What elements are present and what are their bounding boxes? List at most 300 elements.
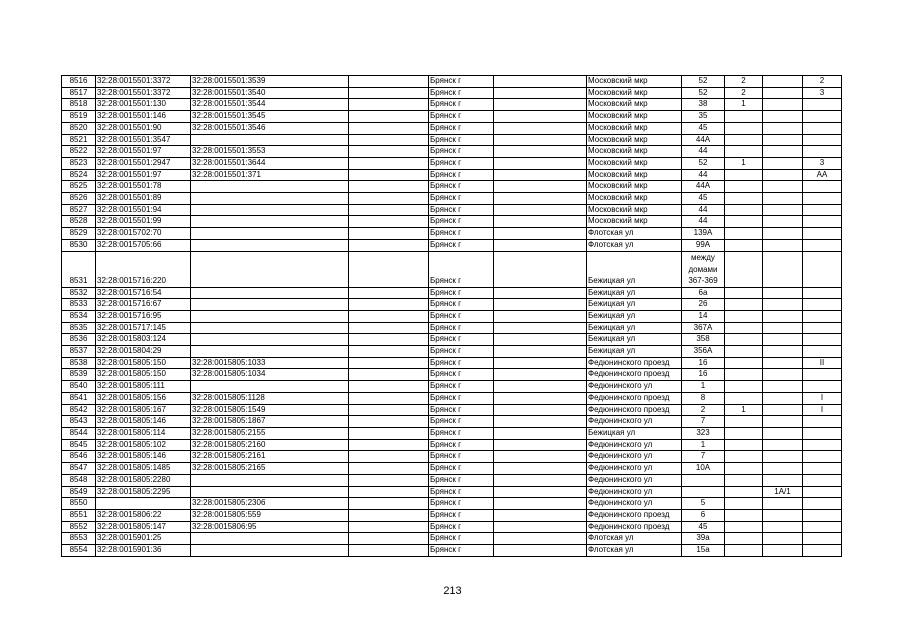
cell-building [725,381,763,393]
cell-row-number: 8530 [62,239,96,251]
cell-house-number: 1 [682,439,725,451]
cell-column-6 [494,346,587,358]
cell-column-4 [349,111,429,123]
cell-city: Брянск г [429,122,494,134]
cell-city: Брянск г [429,204,494,216]
cell-street: Московский мкр [587,134,682,146]
cell-cadastral-number-object: 32:28:0015501:3539 [191,76,349,88]
cell-apartment [803,204,842,216]
cell-structure [763,463,803,475]
cell-building [725,346,763,358]
cell-apartment [803,122,842,134]
cell-row-number: 8535 [62,322,96,334]
cell-structure [763,533,803,545]
cell-street: Федюнинского ул [587,451,682,463]
cell-building [725,416,763,428]
cell-house-number: 52 [682,157,725,169]
cell-apartment [803,486,842,498]
cell-column-4 [349,146,429,158]
cell-cadastral-number-parcel: 32:28:0015805:102 [96,439,191,451]
cell-building: 2 [725,76,763,88]
cell-house-number: 26 [682,299,725,311]
table-row [62,357,842,369]
cell-apartment [803,521,842,533]
cell-cadastral-number-object: 32:28:0015805:1033 [191,357,349,369]
cell-apartment [803,509,842,521]
cell-column-4 [349,204,429,216]
cell-column-4 [349,357,429,369]
cell-cadastral-number-parcel: 32:28:0015805:150 [96,357,191,369]
cell-city: Брянск г [429,334,494,346]
cell-building [725,334,763,346]
table-row [62,509,842,521]
cell-apartment [803,146,842,158]
cell-building [725,509,763,521]
cell-structure [763,287,803,299]
cell-street: Федюнинского проезд [587,392,682,404]
cell-structure [763,299,803,311]
cell-city: Брянск г [429,463,494,475]
cell-city: Брянск г [429,251,494,287]
cell-column-4 [349,509,429,521]
cell-house-number: между домами 367-369 [682,251,725,287]
cell-row-number: 8547 [62,463,96,475]
cell-apartment [803,228,842,240]
cell-apartment [803,498,842,510]
cell-column-6 [494,404,587,416]
cell-cadastral-number-object [191,334,349,346]
cell-column-6 [494,216,587,228]
table-row [62,134,842,146]
cell-cadastral-number-object [191,287,349,299]
cell-cadastral-number-object [191,381,349,393]
cell-house-number: 44А [682,181,725,193]
table-row [62,381,842,393]
cell-apartment: 2 [803,76,842,88]
cell-column-4 [349,521,429,533]
cell-structure [763,134,803,146]
cell-apartment [803,463,842,475]
cell-column-4 [349,134,429,146]
cell-column-4 [349,122,429,134]
cell-structure [763,76,803,88]
cell-row-number: 8540 [62,381,96,393]
cell-cadastral-number-parcel: 32:28:0015805:2280 [96,474,191,486]
cell-apartment [803,310,842,322]
cell-street: Бежицкая ул [587,334,682,346]
table-row [62,521,842,533]
cell-building [725,322,763,334]
cell-building [725,181,763,193]
cell-column-6 [494,134,587,146]
cell-building [725,357,763,369]
cell-street: Бежицкая ул [587,346,682,358]
table-row [62,463,842,475]
cell-house-number: 44 [682,204,725,216]
cell-street: Федюнинского ул [587,416,682,428]
cell-cadastral-number-parcel: 32:28:0015805:167 [96,404,191,416]
cell-row-number: 8549 [62,486,96,498]
cell-apartment [803,99,842,111]
cell-column-4 [349,181,429,193]
cell-column-6 [494,427,587,439]
cell-column-6 [494,498,587,510]
table-row [62,122,842,134]
cell-house-number: 5 [682,498,725,510]
cell-column-6 [494,193,587,205]
cell-structure [763,216,803,228]
cell-city: Брянск г [429,146,494,158]
cell-column-6 [494,310,587,322]
cell-apartment [803,545,842,557]
cell-house-number: 52 [682,76,725,88]
cell-city: Брянск г [429,322,494,334]
cell-street: Федюнинского ул [587,498,682,510]
cell-column-4 [349,346,429,358]
cell-row-number: 8548 [62,474,96,486]
cell-column-6 [494,392,587,404]
cell-structure [763,416,803,428]
cell-street: Московский мкр [587,111,682,123]
cell-city: Брянск г [429,87,494,99]
cell-row-number: 8550 [62,498,96,510]
cell-apartment: 3 [803,87,842,99]
cell-house-number: 39а [682,533,725,545]
cell-building [725,134,763,146]
cell-column-6 [494,239,587,251]
cell-apartment: АА [803,169,842,181]
cell-apartment [803,193,842,205]
cell-cadastral-number-parcel: 32:28:0015716:220 [96,251,191,287]
cell-structure [763,498,803,510]
cell-cadastral-number-object [191,251,349,287]
cell-house-number: 7 [682,416,725,428]
cell-city: Брянск г [429,509,494,521]
cell-column-4 [349,76,429,88]
cell-row-number: 8531 [62,251,96,287]
table-row [62,216,842,228]
cell-building [725,299,763,311]
cell-house-number: 15а [682,545,725,557]
cell-cadastral-number-object: 32:28:0015805:2161 [191,451,349,463]
cell-city: Брянск г [429,427,494,439]
cell-cadastral-number-parcel: 32:28:0015717:145 [96,322,191,334]
cell-structure [763,357,803,369]
table-row [62,204,842,216]
cell-apartment [803,427,842,439]
cell-column-4 [349,533,429,545]
cell-row-number: 8525 [62,181,96,193]
cell-city: Брянск г [429,346,494,358]
cell-cadastral-number-object: 32:28:0015805:1549 [191,404,349,416]
cell-apartment [803,134,842,146]
cell-column-6 [494,509,587,521]
cell-column-6 [494,369,587,381]
table-row [62,287,842,299]
cell-structure [763,545,803,557]
cell-building: 1 [725,99,763,111]
cell-cadastral-number-parcel: 32:28:0015805:146 [96,416,191,428]
cell-street: Московский мкр [587,216,682,228]
table-row [62,439,842,451]
cell-street: Федюнинского ул [587,381,682,393]
cell-building [725,463,763,475]
cell-apartment [803,533,842,545]
cell-cadastral-number-parcel: 32:28:0015716:54 [96,287,191,299]
cell-house-number: 44 [682,169,725,181]
cell-structure [763,122,803,134]
table-row [62,157,842,169]
cell-city: Брянск г [429,239,494,251]
cell-cadastral-number-object [191,474,349,486]
cell-house-number: 323 [682,427,725,439]
cell-structure [763,193,803,205]
cell-column-4 [349,474,429,486]
cell-row-number: 8536 [62,334,96,346]
cell-city: Брянск г [429,111,494,123]
cell-cadastral-number-parcel: 32:28:0015805:147 [96,521,191,533]
cell-street: Федюнинского ул [587,486,682,498]
cell-cadastral-number-parcel: 32:28:0015716:95 [96,310,191,322]
table-body [62,76,842,557]
cell-row-number: 8542 [62,404,96,416]
cell-cadastral-number-object: 32:28:0015806:95 [191,521,349,533]
cell-cadastral-number-parcel: 32:28:0015501:78 [96,181,191,193]
cell-apartment: II [803,357,842,369]
cell-house-number: 52 [682,87,725,99]
cell-column-6 [494,204,587,216]
cell-column-6 [494,251,587,287]
cell-house-number: 44 [682,146,725,158]
cell-column-4 [349,381,429,393]
cell-column-6 [494,146,587,158]
cell-house-number [682,486,725,498]
table-row [62,181,842,193]
cell-apartment [803,369,842,381]
cell-street: Федюнинского проезд [587,404,682,416]
cell-column-4 [349,498,429,510]
cell-column-4 [349,427,429,439]
cell-street: Московский мкр [587,204,682,216]
cell-building [725,310,763,322]
cell-column-4 [349,228,429,240]
cell-column-4 [349,287,429,299]
cell-street: Федюнинского ул [587,474,682,486]
cell-column-4 [349,193,429,205]
cell-row-number: 8522 [62,146,96,158]
cell-street: Флотская ул [587,533,682,545]
cell-street: Федюнинского проезд [587,369,682,381]
cell-building [725,193,763,205]
cell-building [725,216,763,228]
cell-house-number: 2 [682,404,725,416]
cell-city: Брянск г [429,193,494,205]
cell-cadastral-number-object [191,346,349,358]
cell-cadastral-number-parcel: 32:28:0015716:67 [96,299,191,311]
cell-row-number: 8519 [62,111,96,123]
cell-house-number [682,474,725,486]
cell-cadastral-number-parcel: 32:28:0015501:3547 [96,134,191,146]
cell-apartment [803,439,842,451]
cell-column-4 [349,299,429,311]
cell-apartment [803,181,842,193]
cell-column-6 [494,157,587,169]
cell-cadastral-number-object [191,193,349,205]
cell-house-number: 8 [682,392,725,404]
table-row [62,299,842,311]
cell-cadastral-number-parcel: 32:28:0015804:29 [96,346,191,358]
cell-building [725,122,763,134]
cell-column-4 [349,404,429,416]
cell-structure [763,239,803,251]
cell-structure [763,509,803,521]
cell-street: Флотская ул [587,239,682,251]
cell-cadastral-number-parcel: 32:28:0015501:99 [96,216,191,228]
cell-column-4 [349,251,429,287]
cell-row-number: 8527 [62,204,96,216]
cell-cadastral-number-object [191,299,349,311]
table-row [62,498,842,510]
table-row [62,533,842,545]
cell-structure [763,99,803,111]
cell-column-4 [349,451,429,463]
cell-street: Федюнинского проезд [587,509,682,521]
cell-cadastral-number-parcel: 32:28:0015805:156 [96,392,191,404]
table-row [62,392,842,404]
cell-column-4 [349,87,429,99]
cell-column-4 [349,216,429,228]
cell-building [725,146,763,158]
cell-cadastral-number-object: 32:28:0015805:559 [191,509,349,521]
cell-building [725,545,763,557]
cell-structure [763,111,803,123]
cell-city: Брянск г [429,369,494,381]
cell-cadastral-number-object: 32:28:0015501:3553 [191,146,349,158]
cell-column-4 [349,439,429,451]
cell-apartment [803,334,842,346]
cell-cadastral-number-object: 32:28:0015501:3546 [191,122,349,134]
cell-structure [763,474,803,486]
cell-city: Брянск г [429,299,494,311]
cell-apartment [803,251,842,287]
cell-cadastral-number-object [191,545,349,557]
table-row [62,193,842,205]
cell-cadastral-number-object: 32:28:0015501:3540 [191,87,349,99]
cell-building [725,204,763,216]
cell-cadastral-number-object: 32:28:0015805:2165 [191,463,349,475]
cell-column-6 [494,299,587,311]
cell-house-number: 6 [682,509,725,521]
cell-row-number: 8534 [62,310,96,322]
cell-column-4 [349,416,429,428]
cell-building [725,369,763,381]
cell-column-6 [494,76,587,88]
cell-house-number: 10А [682,463,725,475]
table-row [62,334,842,346]
cell-structure [763,404,803,416]
cell-cadastral-number-parcel: 32:28:0015501:3372 [96,87,191,99]
cell-house-number: 16 [682,357,725,369]
table-row [62,369,842,381]
cell-structure: 1А/1 [763,486,803,498]
cell-cadastral-number-object [191,216,349,228]
cell-column-6 [494,486,587,498]
cell-cadastral-number-object: 32:28:0015805:2160 [191,439,349,451]
cell-structure [763,157,803,169]
cell-street: Московский мкр [587,146,682,158]
cell-structure [763,181,803,193]
cell-cadastral-number-parcel: 32:28:0015501:97 [96,169,191,181]
table-row [62,111,842,123]
cell-column-4 [349,169,429,181]
cell-row-number: 8529 [62,228,96,240]
cell-building [725,251,763,287]
cell-cadastral-number-object [191,181,349,193]
cell-cadastral-number-object: 32:28:0015805:1128 [191,392,349,404]
cell-structure [763,427,803,439]
cell-city: Брянск г [429,134,494,146]
cell-column-6 [494,122,587,134]
cell-city: Брянск г [429,545,494,557]
cell-cadastral-number-parcel: 32:28:0015702:70 [96,228,191,240]
table-row [62,474,842,486]
cell-row-number: 8517 [62,87,96,99]
cell-cadastral-number-parcel: 32:28:0015803:124 [96,334,191,346]
cell-building [725,533,763,545]
cell-column-4 [349,486,429,498]
cell-structure [763,392,803,404]
cell-cadastral-number-parcel: 32:28:0015901:36 [96,545,191,557]
cell-house-number: 6а [682,287,725,299]
registry-table [61,75,842,557]
cell-cadastral-number-parcel: 32:28:0015501:89 [96,193,191,205]
page-number: 213 [443,585,462,597]
cell-cadastral-number-parcel: 32:28:0015501:3372 [96,76,191,88]
cell-cadastral-number-object [191,204,349,216]
cell-column-6 [494,99,587,111]
cell-building [725,228,763,240]
table-row [62,146,842,158]
cell-house-number: 139А [682,228,725,240]
cell-building [725,486,763,498]
cell-city: Брянск г [429,287,494,299]
cell-cadastral-number-parcel: 32:28:0015805:1485 [96,463,191,475]
cell-row-number: 8538 [62,357,96,369]
cell-column-6 [494,463,587,475]
table-row [62,346,842,358]
cell-apartment [803,346,842,358]
cell-structure [763,369,803,381]
cell-street: Бежицкая ул [587,427,682,439]
cell-apartment [803,287,842,299]
cell-city: Брянск г [429,404,494,416]
cell-city: Брянск г [429,486,494,498]
cell-cadastral-number-object [191,486,349,498]
cell-structure [763,204,803,216]
cell-cadastral-number-parcel: 32:28:0015501:94 [96,204,191,216]
cell-house-number: 16 [682,369,725,381]
cell-row-number: 8553 [62,533,96,545]
cell-house-number: 367А [682,322,725,334]
cell-row-number: 8537 [62,346,96,358]
cell-cadastral-number-object: 32:28:0015805:1034 [191,369,349,381]
table-row [62,427,842,439]
cell-apartment [803,216,842,228]
cell-city: Брянск г [429,439,494,451]
cell-street: Московский мкр [587,122,682,134]
cell-row-number: 8551 [62,509,96,521]
cell-row-number: 8524 [62,169,96,181]
